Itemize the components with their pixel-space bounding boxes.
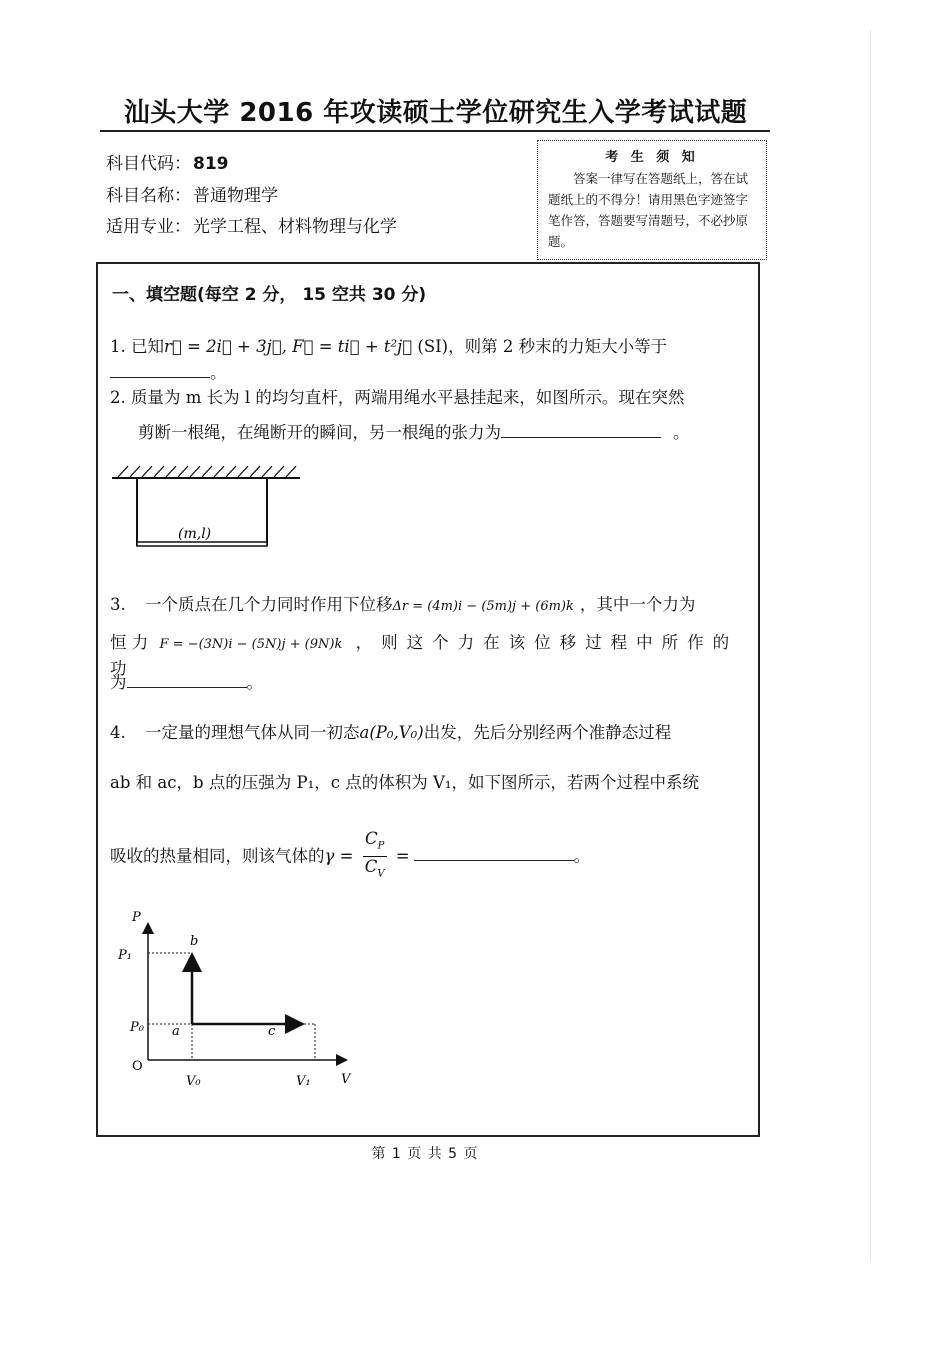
point-c-label: c <box>268 1024 276 1039</box>
rod-label: (m,l) <box>178 526 212 542</box>
q4-equals: = <box>395 846 410 866</box>
point-b-label: b <box>190 934 199 949</box>
pv-diagram <box>110 905 370 1095</box>
q3-line2-pre: 恒 力 <box>110 633 149 652</box>
q4-end: 。 <box>573 846 591 866</box>
subject-name-row <box>106 181 278 206</box>
q4-answer-blank <box>414 842 574 861</box>
q4-cp: C <box>364 829 378 848</box>
q3-pre: 一个质点在几个力同时作用下位移 <box>145 595 393 614</box>
question-2 <box>110 386 760 410</box>
notice-body: 答案一律写在答题纸上，答在试题纸上的不得分！请用黑色字迹签字笔作答，答题要写清题号，不必抄原题。 <box>548 171 749 249</box>
question-3 <box>110 593 760 619</box>
subject-major-value: 光学工程、材料物理与化学 <box>193 217 397 237</box>
subject-name-label: 科目名称： <box>106 186 191 206</box>
q4-line3-pre: 吸收的热量相同，则该气体的 <box>110 846 325 866</box>
rod-hanging-figure <box>110 462 310 557</box>
v1-label: V₁ <box>296 1074 311 1089</box>
notice-title: 考 生 须 知 <box>605 150 699 165</box>
q1-post: (SI)，则第 2 秒末的力矩大小等于 <box>417 337 668 356</box>
q4-gamma: γ = <box>324 846 354 866</box>
question-4-line2 <box>110 771 760 795</box>
question-3-line3 <box>110 669 263 695</box>
point-a-label: a <box>172 1024 180 1039</box>
q3-line2-post: ，则这个力在该位移过程中所作的功 <box>110 633 739 678</box>
q4-line2: ab 和 ac，b 点的压强为 P₁，c 点的体积为 V₁，如下图所示，若两个过程中系统 <box>110 773 699 792</box>
subject-code-label: 科目代码： <box>106 154 191 174</box>
q4-line1-post: 出发，先后分别经两个准静态过程 <box>423 723 672 742</box>
v-axis-label: V <box>341 1072 351 1087</box>
subject-major-label: 适用专业： <box>106 217 191 237</box>
q1-end: 。 <box>210 363 227 382</box>
q4-cp-sub: P <box>377 840 385 852</box>
q4-cv-sub: V <box>377 868 385 880</box>
p0-label: P₀ <box>130 1020 144 1035</box>
p-axis-label: P <box>132 910 141 925</box>
uniform-rod <box>137 542 267 546</box>
q1-pre: 已知 <box>131 337 164 356</box>
title-underline <box>100 130 770 132</box>
q3-line3-pre: 为 <box>110 673 127 692</box>
exam-title: 汕头大学 2016 年攻读硕士学位研究生入学考试试题 <box>123 98 748 128</box>
origin-label: O <box>132 1059 143 1074</box>
q2-number: 2. <box>110 388 126 407</box>
q4-fraction <box>363 829 387 885</box>
q3-displacement: Δr = (4m)i − (5m)j + (6m)k <box>392 599 574 614</box>
subject-major-row <box>106 212 397 237</box>
subject-code-row <box>106 149 229 174</box>
page-footer: 第 1 页 共 5 页 <box>371 1146 479 1162</box>
question-1 <box>110 335 750 385</box>
q1-answer-blank <box>110 359 210 378</box>
q3-force: F = −(3N)i − (5N)j + (9N)k <box>159 637 343 652</box>
q3-answer-blank <box>127 669 247 688</box>
q2-end: 。 <box>673 423 690 442</box>
question-4 <box>110 721 760 745</box>
q3-mid: ，其中一个力为 <box>579 595 696 614</box>
q1-formula: r⃗ = 2i⃗ + 3j⃗, F⃗ = ti⃗ + t²j⃗ <box>164 337 413 356</box>
q2-answer-blank <box>501 419 661 438</box>
section-heading: 一、填空题(每空 2 分， 15 空共 30 分) <box>112 285 427 305</box>
q1-number: 1. <box>110 337 126 356</box>
q4-numerator <box>363 829 387 857</box>
question-4-line3 <box>110 829 760 885</box>
q4-line1-pre: 一定量的理想气体从同一初态 <box>145 723 360 742</box>
q2-line2: 剪断一根绳，在绳断开的瞬间，另一根绳的张力为 <box>138 423 501 442</box>
question-2-line2 <box>138 419 758 445</box>
q4-cv: C <box>364 857 378 877</box>
candidate-notice-box <box>537 140 767 260</box>
subject-code-value: 819 <box>193 154 229 174</box>
q4-denominator <box>363 857 387 884</box>
scan-edge-line <box>870 30 871 1260</box>
q3-end: 。 <box>246 673 263 692</box>
q4-number: 4. <box>110 723 126 742</box>
v0-label: V₀ <box>186 1074 201 1089</box>
q3-number: 3. <box>110 595 126 614</box>
subject-name-value: 普通物理学 <box>193 186 278 206</box>
p1-label: P₁ <box>118 948 132 963</box>
q2-line1: 质量为 m 长为 l 的均匀直杆，两端用绳水平悬挂起来，如图所示。现在突然 <box>131 388 685 407</box>
ceiling-hatch <box>118 466 296 477</box>
q4-state: a(P₀,V₀) <box>359 723 424 742</box>
